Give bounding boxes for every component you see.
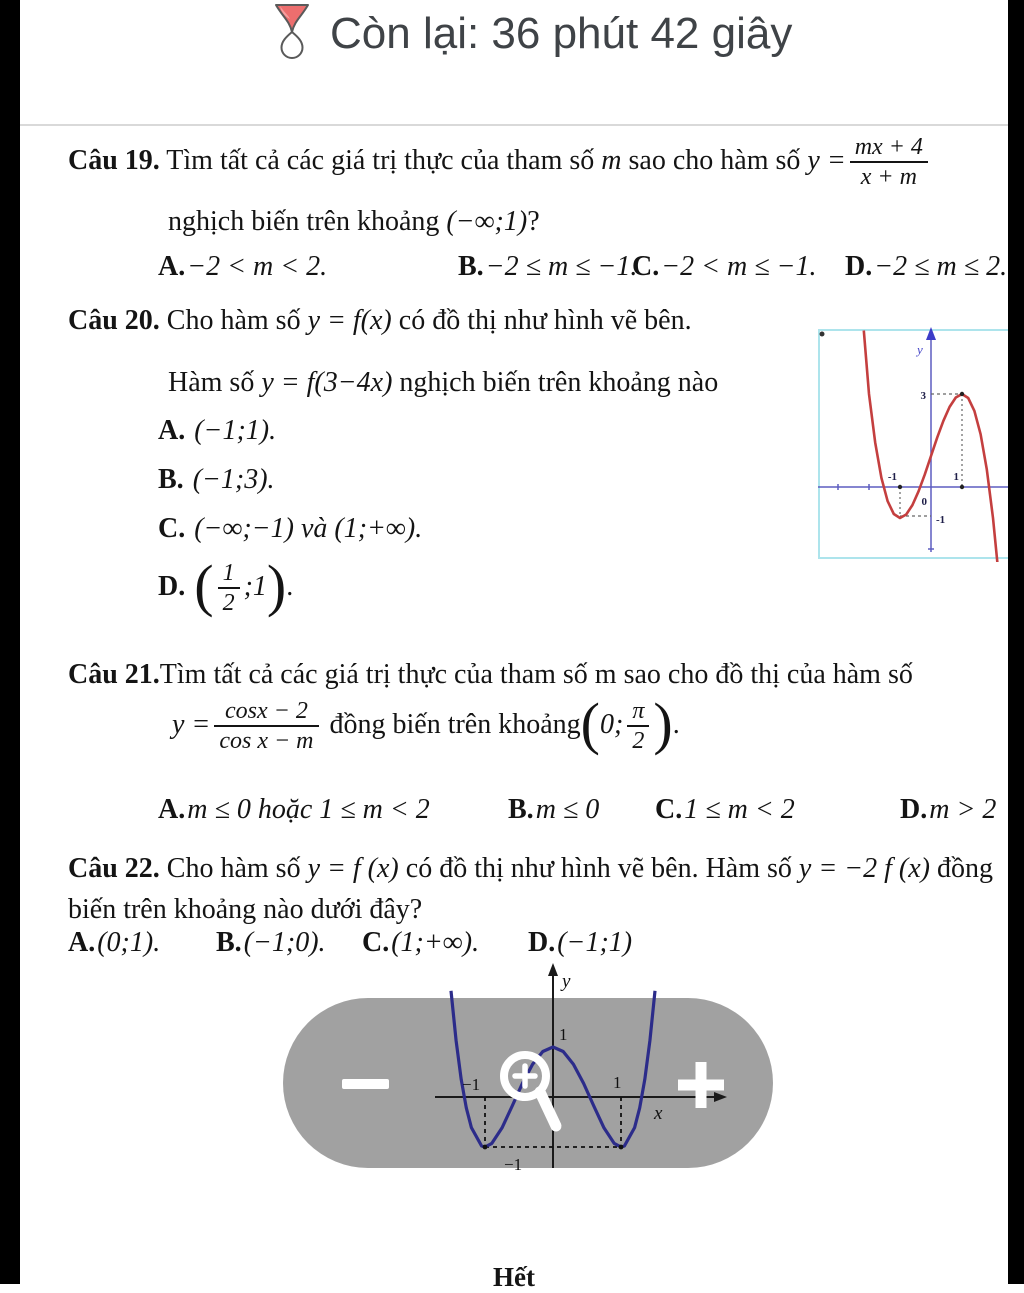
- time-remaining-text: Còn lại: 36 phút 42 giây: [330, 8, 793, 58]
- fraction-pi-2: $\frac{\pi}{2}$: [627, 698, 649, 755]
- question-22-label: Câu 22.: [68, 853, 160, 884]
- option-22-C: C.(1;+∞).: [362, 927, 480, 958]
- option-19-A: A.−2 < m < 2.: [158, 251, 328, 282]
- question-19-label: Câu 19.: [68, 144, 160, 176]
- y-axis-arrow: [926, 327, 936, 340]
- y-axis-arrow: [548, 963, 558, 976]
- fig20-xm1-label: -1: [887, 471, 897, 483]
- question-19-line-2: nghịch biến trên khoảng (−∞;1)?: [168, 206, 540, 237]
- option-20-C: C. (−∞;−1) và (1;+∞).: [158, 513, 423, 544]
- fig20-x1-label: 1: [953, 471, 959, 483]
- option-21-D: D.m > 2: [900, 794, 997, 825]
- magnifier-icon[interactable]: [492, 1044, 572, 1144]
- fig20-ym1-label: -1: [936, 514, 946, 526]
- question-22-line-1: Câu 22. Cho hàm số y = f (x) có đồ thị như hình vẽ bên. Hàm số y = −2 f (x) đồng: [68, 853, 993, 884]
- option-21-C: C.1 ≤ m < 2: [655, 794, 795, 825]
- question-20-line-2: Hàm số y = f(3−4x) nghịch biến trên khoảng nào: [168, 367, 719, 398]
- option-21-B: B.m ≤ 0: [508, 794, 600, 825]
- zoom-in-button[interactable]: [677, 1061, 725, 1109]
- left-black-bar: [0, 0, 20, 1284]
- option-20-B: B. (−1;3).: [158, 464, 275, 495]
- right-black-bar: [1008, 0, 1024, 1284]
- fig20-y-label: y: [917, 342, 923, 357]
- fig22-x1-label: 1: [613, 1073, 622, 1092]
- question-19-line-1: Câu 19. Tìm tất cả các giá trị thực của tham số m sao cho hàm số y = $\frac{mx + 4}{x + m}$: [68, 134, 932, 191]
- header-divider: [20, 124, 1008, 126]
- question-20-line-1: Câu 20. Cho hàm số y = f(x) có đồ thị như hình vẽ bên.: [68, 305, 692, 336]
- fig22-x-label: x: [654, 1103, 663, 1124]
- hourglass-icon: [270, 2, 314, 65]
- question-20-graph: [818, 326, 1008, 562]
- fig22-y-label: y: [562, 971, 571, 992]
- question-21-line-1: Câu 21.Tìm tất cả các giá trị thực của tham số m sao cho đồ thị của hàm số: [68, 659, 913, 690]
- countdown-timer: [270, 2, 792, 65]
- option-19-C: C.−2 < m ≤ −1.: [632, 251, 817, 282]
- fraction-cosx: $\frac{\cos x - 2}{\text{cos x − m}}$: [214, 698, 318, 755]
- option-22-A: A.(0;1).: [68, 927, 161, 958]
- zoom-out-button[interactable]: [342, 1079, 389, 1089]
- timer-bar: [20, 0, 1008, 124]
- fig22-ym1-label: −1: [504, 1155, 523, 1174]
- fig22-y1-label: 1: [559, 1025, 568, 1044]
- question-19-options: [0, 251, 1024, 291]
- fig20-y3-label: 3: [920, 390, 926, 402]
- option-20-D: D. ( $\frac{1}{2}$ ;1).: [158, 553, 294, 619]
- option-22-B: B.(−1;0).: [216, 927, 326, 958]
- option-22-D: D.(−1;1): [528, 927, 633, 958]
- fraction-one-half: $\frac{1}{2}$: [218, 560, 240, 617]
- question-22-options: [0, 927, 1024, 967]
- question-22-line-2: biến trên khoảng nào dưới đây?: [68, 894, 423, 925]
- option-20-A: A. (−1;1).: [158, 415, 277, 446]
- fig20-origin-label: 0: [921, 496, 927, 508]
- question-21-label: Câu 21.: [68, 659, 160, 690]
- fraction-mx4-xm: $\frac{mx + 4}{x + m}$: [850, 134, 928, 191]
- question-21-options: [0, 794, 1024, 834]
- question-20-label: Câu 20.: [68, 305, 160, 336]
- option-21-A: A.m ≤ 0 hoặc 1 ≤ m < 2: [158, 794, 430, 825]
- option-19-B: B.−2 ≤ m ≤ −1.: [458, 251, 638, 282]
- question-21-formula-line: y = $\frac{\cos x - 2}{\text{cos x − m}}$ đồng biến trên khoảng(0; $\frac{\pi}{2}$ ).: [172, 691, 680, 757]
- option-19-D: D.−2 ≤ m ≤ 2.: [845, 251, 1008, 282]
- end-of-test-text: Hết: [493, 1262, 535, 1292]
- fig22-xm1-label: −1: [462, 1075, 481, 1094]
